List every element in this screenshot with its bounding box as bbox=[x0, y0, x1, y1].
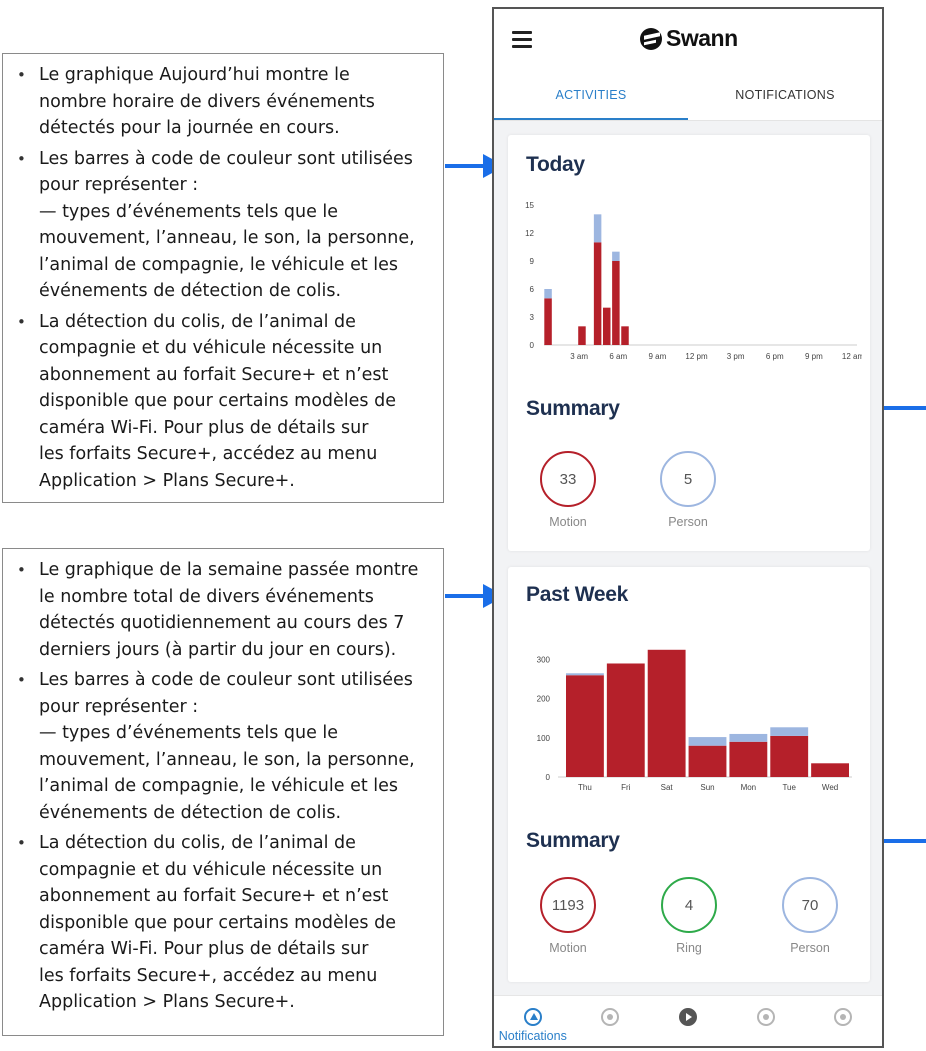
bar-person bbox=[566, 673, 604, 675]
x-tick-label: 9 am bbox=[648, 352, 667, 361]
today-chart bbox=[522, 195, 862, 380]
camera-icon bbox=[757, 1008, 775, 1026]
notifications-icon bbox=[524, 1008, 542, 1026]
today-stat-person bbox=[648, 451, 728, 529]
past-week-title: Past Week bbox=[526, 583, 628, 606]
x-tick-label: 12 am bbox=[841, 352, 862, 361]
phone-screen bbox=[492, 7, 884, 1048]
ring-label: Ring bbox=[676, 941, 702, 955]
callout-week-item: • Les barres à code de couleur sont utilisées pour représenter : — types d’événements tels que le mouvement, l’anneau, le son, la personne, l’animal de compagnie, le véhicule et les événements de détection de colis. bbox=[13, 667, 433, 826]
callout-today-item: • La détection du colis, de l’animal de compagnie et du véhicule nécessite un abonnement au forfait Secure+ et n’est disponible que pour certains modèles de caméra Wi-Fi. Pour plus de détails sur les forfaits Secure+, accédez au menu Application > Plans Secure+. bbox=[13, 309, 433, 495]
x-tick-label: 6 pm bbox=[765, 352, 784, 361]
nav-playback[interactable] bbox=[575, 1008, 645, 1026]
bar-person bbox=[770, 727, 808, 736]
brand-logo bbox=[640, 25, 738, 52]
callout-today-item: • Les barres à code de couleur sont utilisées pour représenter : — types d’événements tels que le mouvement, l’anneau, le son, la personne, l’animal de compagnie, le véhicule et les événements de détection de colis. bbox=[13, 146, 433, 305]
callout-today bbox=[2, 53, 444, 503]
person-count-ring: 5 bbox=[660, 451, 716, 507]
x-tick-label: Sat bbox=[660, 783, 673, 792]
nav-notifications[interactable] bbox=[498, 1008, 568, 1043]
past-week-card bbox=[508, 567, 870, 982]
bar-person bbox=[729, 734, 767, 742]
nav-live[interactable] bbox=[653, 1008, 723, 1026]
person-label: Person bbox=[790, 941, 830, 955]
bar-motion bbox=[594, 242, 602, 345]
app-header bbox=[494, 9, 882, 71]
ring-count-ring: 4 bbox=[661, 877, 717, 933]
bar-motion bbox=[729, 742, 767, 777]
y-tick-label: 15 bbox=[525, 201, 534, 210]
nav-settings[interactable] bbox=[808, 1008, 878, 1026]
motion-count-ring: 33 bbox=[540, 451, 596, 507]
bar-person bbox=[689, 737, 727, 746]
week-stat-ring bbox=[649, 877, 729, 955]
arrow-to-today bbox=[445, 164, 485, 168]
swann-logo-icon bbox=[640, 28, 662, 50]
settings-icon bbox=[834, 1008, 852, 1026]
bar-motion bbox=[544, 298, 552, 345]
bar-motion bbox=[578, 326, 586, 345]
today-title: Today bbox=[526, 153, 585, 176]
y-tick-label: 6 bbox=[529, 285, 534, 294]
y-tick-label: 3 bbox=[529, 313, 534, 322]
person-label: Person bbox=[668, 515, 708, 529]
bar-motion bbox=[612, 261, 620, 345]
menu-icon[interactable] bbox=[512, 31, 532, 47]
bar-motion bbox=[607, 663, 645, 777]
y-tick-label: 0 bbox=[529, 341, 534, 350]
today-summary-title: Summary bbox=[526, 397, 620, 420]
x-tick-label: 9 pm bbox=[804, 352, 823, 361]
bar-motion bbox=[566, 675, 604, 777]
x-tick-label: 3 am bbox=[570, 352, 589, 361]
callout-today-item: • Le graphique Aujourd’hui montre le nombre horaire de divers événements détectés pour la journée en cours. bbox=[13, 62, 433, 142]
play-icon bbox=[679, 1008, 697, 1026]
today-card bbox=[508, 135, 870, 551]
person-count-ring: 70 bbox=[782, 877, 838, 933]
y-tick-label: 300 bbox=[536, 655, 550, 665]
bar-motion bbox=[648, 650, 686, 777]
callout-week-item: • La détection du colis, de l’animal de compagnie et du véhicule nécessite un abonnement au forfait Secure+ et n’est disponible que pour certains modèles de caméra Wi-Fi. Pour plus de détails sur les forfaits Secure+, accédez au menu Application > Plans Secure+. bbox=[13, 830, 433, 1016]
tab-notifications[interactable]: NOTIFICATIONS bbox=[735, 88, 835, 102]
x-tick-label: Fri bbox=[621, 783, 631, 792]
callout-week-item: • Le graphique de la semaine passée montre le nombre total de divers événements détectés quotidiennement au cours des 7 derniers jours (à partir du jour en cours). bbox=[13, 557, 433, 663]
x-tick-label: Thu bbox=[578, 783, 592, 792]
tab-bar bbox=[494, 71, 882, 121]
x-tick-label: Sun bbox=[700, 783, 715, 792]
motion-label: Motion bbox=[549, 941, 587, 955]
bar-motion bbox=[603, 308, 611, 345]
x-tick-label: 6 am bbox=[609, 352, 628, 361]
week-summary-title: Summary bbox=[526, 829, 620, 852]
bar-person bbox=[544, 289, 552, 298]
x-tick-label: 12 pm bbox=[685, 352, 708, 361]
bar-person bbox=[612, 252, 620, 261]
week-stat-person bbox=[770, 877, 850, 955]
nav-notifications-label: Notifications bbox=[498, 1029, 567, 1043]
playback-icon bbox=[601, 1008, 619, 1026]
y-tick-label: 12 bbox=[525, 229, 534, 238]
motion-label: Motion bbox=[549, 515, 587, 529]
bar-motion bbox=[811, 763, 849, 777]
week-stat-motion bbox=[528, 877, 608, 955]
tab-activities[interactable]: ACTIVITIES bbox=[494, 71, 688, 120]
callout-week bbox=[2, 548, 444, 1036]
x-tick-label: Tue bbox=[782, 783, 796, 792]
y-tick-label: 200 bbox=[536, 694, 550, 704]
motion-count-ring: 1193 bbox=[540, 877, 596, 933]
y-tick-label: 100 bbox=[536, 733, 550, 743]
bottom-nav bbox=[494, 995, 882, 1048]
y-tick-label: 9 bbox=[529, 257, 534, 266]
past-week-chart bbox=[522, 635, 862, 810]
bar-motion bbox=[689, 746, 727, 777]
bar-motion bbox=[770, 736, 808, 777]
x-tick-label: Mon bbox=[740, 783, 757, 792]
brand-name: Swann bbox=[666, 25, 738, 51]
x-tick-label: Wed bbox=[821, 783, 839, 792]
bar-motion bbox=[621, 326, 629, 345]
today-stat-motion bbox=[528, 451, 608, 529]
y-tick-label: 0 bbox=[545, 773, 550, 782]
bar-person bbox=[594, 214, 602, 242]
arrow-to-past-week bbox=[445, 594, 485, 598]
nav-camera[interactable] bbox=[731, 1008, 801, 1026]
x-tick-label: 3 pm bbox=[726, 352, 745, 361]
